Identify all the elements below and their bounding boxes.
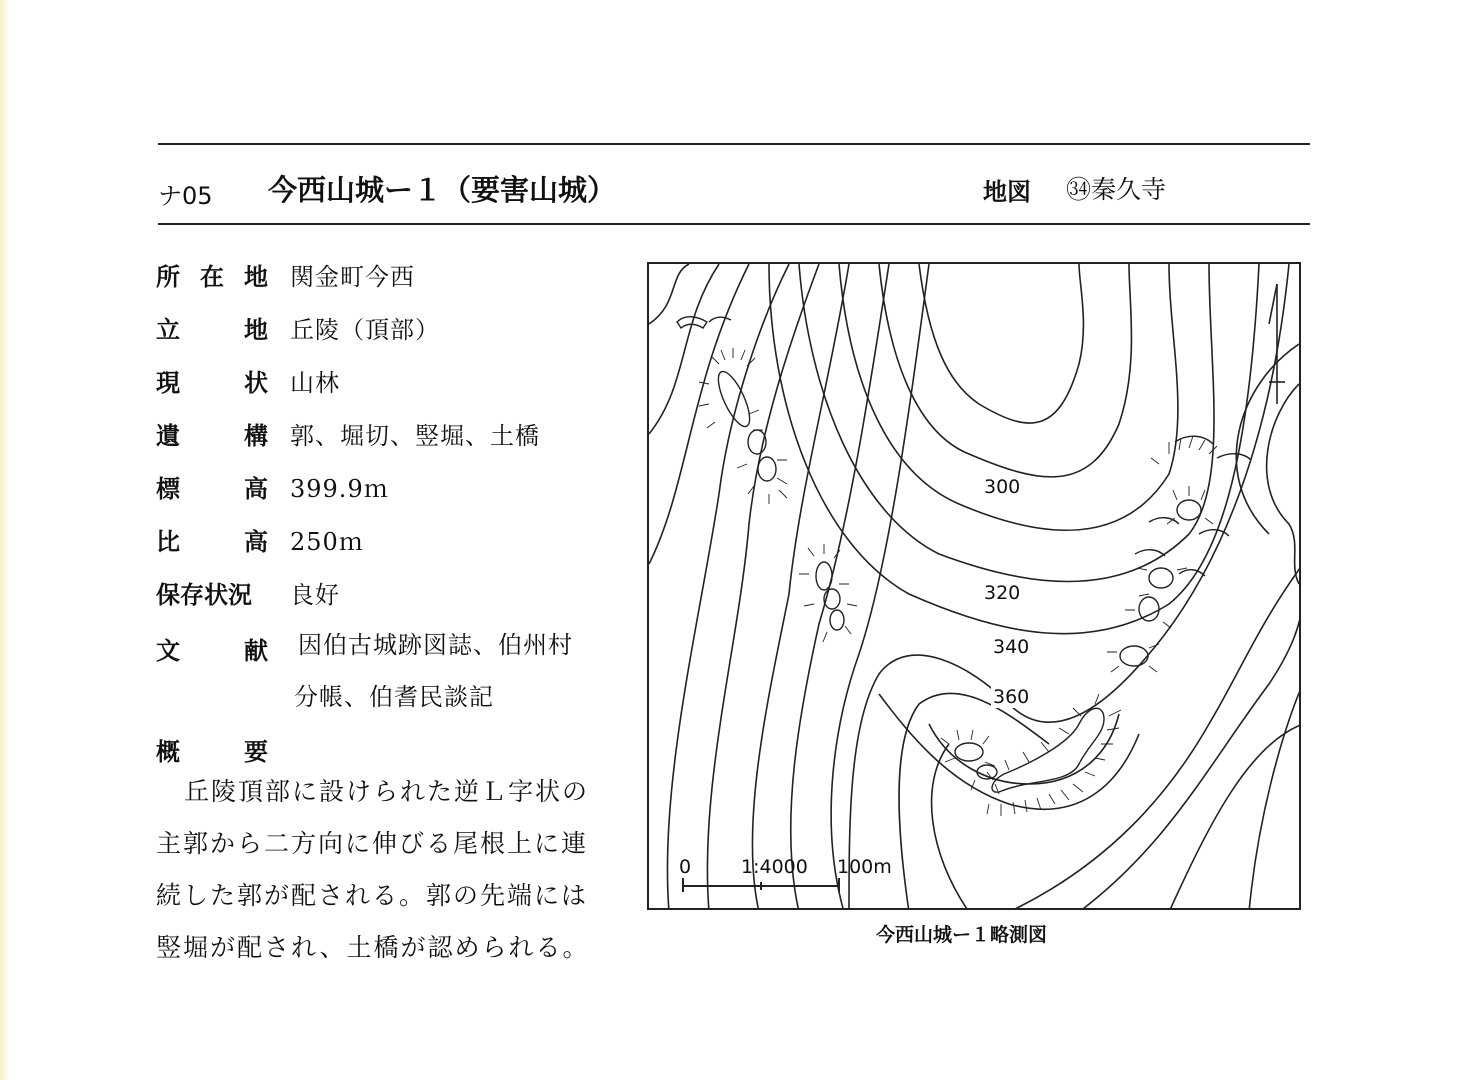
info-value: 山林 [290, 369, 340, 397]
summary-line: 丘陵頂部に設けられた逆Ｌ字状の [184, 777, 590, 806]
summary-line: 続した郭が配される。郭の先端には [156, 881, 589, 910]
info-label: 遺 構 [156, 422, 268, 450]
info-label: 現 状 [156, 369, 268, 397]
info-label: 概 要 [156, 738, 268, 766]
info-value: 郭、堀切、竪堀、土橋 [290, 422, 540, 450]
info-row-location [156, 248, 626, 301]
scale-end: 100m [837, 856, 892, 878]
info-row-setting [156, 301, 626, 354]
info-label: 所 在 地 [156, 263, 268, 291]
info-value: 250ｍ [290, 528, 364, 556]
scale-ratio: 1:4000 [741, 856, 808, 878]
survey-map [647, 262, 1301, 910]
info-row-condition [156, 354, 626, 407]
header-top-rule [158, 143, 1310, 145]
scan-edge [0, 0, 10, 1080]
info-label: 文 献 [156, 637, 268, 665]
summary-line: 主郭から二方向に伸びる尾根上に連 [156, 829, 589, 858]
entry-code: ナ05 [158, 182, 213, 210]
summary-text [156, 766, 626, 974]
info-label: 立 地 [156, 316, 268, 344]
info-value: 丘陵（頂部） [290, 316, 440, 344]
info-value: 関金町今西 [290, 263, 415, 291]
contour-map-drawing [649, 264, 1301, 910]
map-caption: 今西山城ー１略測図 [876, 924, 1048, 946]
contour-label: 320 [984, 582, 1021, 604]
info-table [156, 248, 626, 776]
info-row-literature [156, 619, 626, 671]
literature-line: 分帳、伯耆民談記 [294, 683, 494, 711]
info-value: 399.9ｍ [290, 475, 389, 503]
info-label: 標 高 [156, 475, 268, 503]
summary-line: 竪堀が配され、土橋が認められる。 [156, 933, 590, 962]
info-label: 保存状況 [156, 581, 252, 609]
literature-line: 因伯古城跡図誌、伯州村 [298, 631, 573, 659]
info-row-remains [156, 407, 626, 460]
map-reference-label: 地図 [983, 178, 1031, 206]
info-row-relative-height [156, 513, 626, 566]
header-bottom-rule [158, 223, 1310, 225]
info-value: 良好 [290, 581, 340, 609]
contour-label: 300 [984, 476, 1021, 498]
info-row-elevation [156, 460, 626, 513]
contour-label: 340 [993, 636, 1030, 658]
map-reference-name: ㉞秦久寺 [1066, 175, 1167, 204]
literature-value [290, 619, 573, 671]
info-label: 比 高 [156, 528, 268, 556]
contour-label: 360 [993, 686, 1030, 708]
page-title: 今西山城ー１（要害山城） [268, 173, 617, 207]
literature-continuation [156, 671, 626, 723]
scale-start: 0 [679, 856, 692, 878]
info-row-preservation [156, 566, 626, 619]
